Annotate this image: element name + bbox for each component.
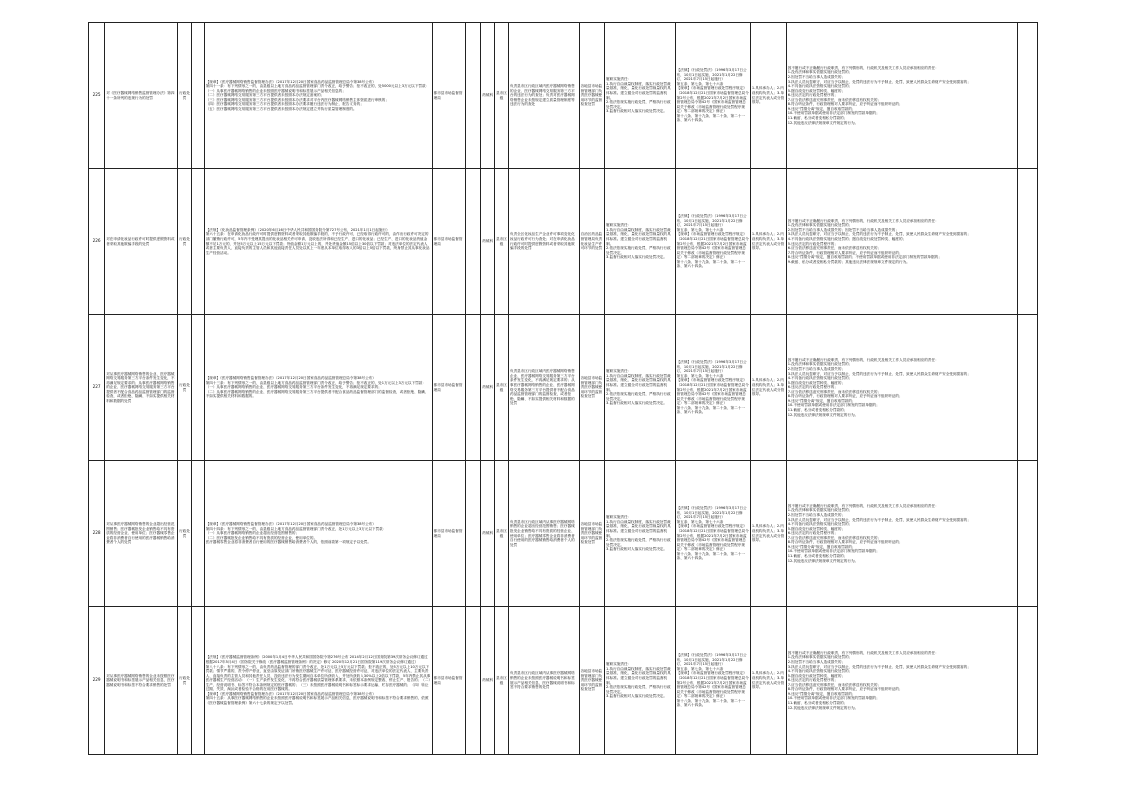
accountability-items-line: 因不履行或不正确履行行政职责，有下列情形的，行政机关及相关工作人员应承担相应的责任： — [787, 503, 939, 508]
law-basis-line: 【法律】《行政处罚法》（1996年3月17日公布，10月1日起实施，2021年1月22日修订，2021年7月15日起施行） — [676, 506, 747, 520]
blank-cell — [191, 461, 204, 607]
accountability-items-line: 1.没有法律和事实依据实施行政处罚的； — [787, 70, 853, 75]
item-name: 对在申请化妆品行政许可时提供虚假资料或者采取其他欺骗手段的处罚 — [105, 169, 178, 315]
blank-cell — [466, 169, 481, 315]
legal-basis-line: （二）医疗器械网络交易服务第三方平台提供者未按照本办法规定备案的； — [205, 93, 325, 98]
accountability-items-line: 12.其他违反法律法规规章文件规定的行为。 — [787, 120, 859, 125]
duty-items-line: 履职实施责任： — [606, 223, 632, 228]
law-basis-line: 【法律】《行政处罚法》（1996年3月17日公布，10月1日起实施，2021年1月22日修订，2021年7月15日起施行） — [676, 214, 747, 228]
accountability-items-line: 11.截留、私分或者变相私分罚款的； — [787, 700, 848, 705]
accountability-items-line: 12.其他违反法律法规规章文件规定的行为。 — [787, 412, 859, 417]
accountability-items-line: 5.擅自改变行政处罚种类、幅度的； — [787, 88, 846, 93]
accountability-items-line: 12.其他违反法律法规规章文件规定的行为。 — [787, 705, 859, 710]
duty-items-line: 2.依法依规实施行政处罚，严格执行行政处罚决定。 — [606, 392, 671, 401]
implementing-dept: 都市县市场监督管理局 — [432, 169, 466, 315]
entrusted-note: 各地县市场监督管理部门负责医疗器械使用环节的监督检查处罚 — [579, 315, 604, 461]
legal-basis-line: 第四十五条：从事医疗器械网络销售的企业未按照医疗器械说明书和标签展示产品相关信息，医疗器械说明书和标签不符合要求销售的，依照《医疗器械监督管理条例》第六十七条的规定予以处罚。 — [205, 696, 429, 705]
accountability-items-line: 10.不使用罚款单据或使用非法定部门制发的罚款单据的； — [787, 696, 880, 701]
accountability-items-line: 12.其他违反法律法规规章文件规定的行为。 — [787, 558, 859, 563]
law-basis-line: 【法律】《行政处罚法》（1996年3月17日公布，10月1日起实施，2021年1月22日修订，2021年7月15日起施行） — [676, 653, 747, 667]
law-basis-line: 第五条、第七条、第七十六条 — [676, 519, 724, 524]
responsible-persons: 1.具体承办人；2.内设机构负责人；3.单位法定代表人或分管领导。 — [750, 461, 786, 607]
legal-basis-line: （一）从事医疗器械网络销售的企业未按照医疗器械说明书和标签展示产品相关信息的； — [205, 88, 346, 93]
implementing-dept: 都市县市场监督管理局 — [432, 23, 466, 169]
implementing-dept: 都市县市场监督管理局 — [432, 461, 466, 607]
duty-items-line: 履职实施责任： — [606, 662, 632, 667]
accountability-items-line: 6.违反法定的行政处罚程序的； — [787, 531, 838, 536]
law-basis-line: 第十八条、第十九条、第二十条、第二十一条、第六十四条。 — [676, 113, 745, 123]
admin-level: 县市区级 — [495, 23, 509, 169]
table-row — [89, 461, 1038, 607]
power-list-table — [88, 22, 1038, 755]
accountability-items-line: 8.符合听证条件，行政管理相对人要求听证，应予听证而不组织听证的； — [787, 102, 903, 107]
remark-cell — [1018, 607, 1038, 755]
duty-items-line: 2.依法依规实施行政处罚，严格执行行政处罚决定。 — [606, 100, 671, 109]
item-name: 对从事医疗器械网络销售的企业超出经营范围销售；医疗器械批发企业销售给不具有资质的经营企业、使用单位；医疗器械零售企业将非消费者自行使用的医疗器械销售给消费者个人的处罚 — [105, 461, 178, 607]
accountability-items-line: 5.擅自改变行政处罚种类、幅度的； — [787, 673, 846, 678]
legal-basis-line: （一）从事医疗器械网络销售的企业、医疗器械网络交易服务第三方平台条件发生变化，不再满足规定要求的； — [205, 385, 382, 390]
legal-basis-line: （二）医疗器械批发企业销售给不具有资质的经营企业、使用单位的。 — [205, 535, 318, 540]
accountability-items-line: 2.因处罚不当给当事人造成损失的； — [787, 513, 846, 518]
item-category: 行政处罚 — [178, 461, 192, 607]
row-index: 227 — [89, 315, 105, 461]
duty-items-line: 2.依法依规实施行政处罚，严格执行行政处罚决定。 — [606, 538, 671, 547]
row-index: 228 — [89, 461, 105, 607]
remark-cell — [1018, 315, 1038, 461]
remark-cell — [1018, 23, 1038, 169]
admin-level: 县市区级 — [495, 607, 509, 755]
entrusted-note: 自治区药品监督管理局负责化妆品生产许可环节的处罚 — [579, 169, 604, 315]
legal-basis-line: （五）医疗器械网络交易服务第三方平台提供者未按照本办法规定建立并执行质量管理制度的。 — [205, 106, 357, 111]
law-basis-line: 【规章】《市场监督管理行政处罚程序规定》（2018年12月21日国家市场监督管理总局令第2号公布，根据2021年7月2日国家市场监督管理总局令第42号《国家市场监督管理总局关于修改〈市场监督管理行政处罚程序规定〉等二部规章的决定》修正） — [676, 671, 749, 699]
remark-cell — [1018, 461, 1038, 607]
duty-items-line: 3.监督行政相对人落实行政处罚决定。 — [606, 401, 667, 406]
accountability-items-line: 4.不具备行政执法资格实施行政处罚的； — [787, 669, 853, 674]
duty-items-line: 3.监督行政相对人落实行政处罚决定。 — [606, 547, 667, 552]
duty-items — [605, 461, 676, 607]
accountability-items-line: 因不履行或不正确履行行政职责，有下列情形的，行政机关及相关工作人员应承担相应的责任： — [787, 357, 939, 362]
law-basis-line: 第五条、第七条、第七十六条 — [676, 666, 724, 671]
law-basis-line: 第十八条、第十九条、第二十条、第二十一条、第六十四条。 — [676, 405, 745, 415]
accountability-items-line: 9.违反"罚缴分离"规定，擅自收取罚款的； — [787, 106, 856, 111]
duty-items-line: 3.监督行政相对人落实行政处罚决定。 — [606, 109, 667, 114]
blank-cell — [466, 23, 481, 169]
legal-basis-line: （四）医疗器械网络交易服务第三方平台提供者未按照本办法要求履行违法行为制止、报告义务的； — [205, 102, 364, 107]
implementing-dept: 都市县市场监督管理局 — [432, 315, 466, 461]
duty-items — [605, 169, 676, 315]
responsible-section: 药械科 — [481, 315, 495, 461]
accountability-items-line: 11.截留、私分或者变相私分罚款的； — [787, 115, 848, 120]
responsible-section: 药械科 — [481, 461, 495, 607]
accountability-items-line: 3.执法人员玩忽职守，对应当予以制止、处罚的违法行为不予制止、处罚，致使人民群众生命财产安全受到损害的； — [787, 517, 971, 522]
duty-description: 负责县市区行政区域内从事医疗器械网络销售的企业超出经营范围销售；医疗器械批发企业销售给不具有资质的经营企业、使用单位；医疗器械零售企业将非消费者自行使用的医疗器械销售给消费者个人的处罚 — [509, 461, 580, 607]
accountability-items-line: 9.违反"罚缴分离"规定，擅自收取罚款的； — [787, 544, 856, 549]
accountability-items-line: 3.执法人员玩忽职守，对应当予以制止、处罚的违法行为不予制止、处罚，致使人民群众生命财产安全受到损害的； — [787, 232, 971, 237]
legal-basis-line: 第六十五条：在申请化妆品行政许可时提供虚假资料或者采取其他欺骗手段的，不予行政许可，已经取得行政许可的，由作出行政许可决定的部门撤销行政许可，5年内不受理其提出的化妆品相关许可申请，没收违法所得和已经生产、进口的化妆品；已经生产、进口的化妆品货值金额不足1万元的，并处5万元以上15万元以下罚款；货值金额1万元以上的，并处货值金额15倍以上30倍以下罚款；对违法单位的法定代表人或者主要负责人、直接负责的主管人员和其他直接责任人员处以其上一年度从本单位取得收入的3倍以上5倍以下罚款，终身禁止其从事化妆品生产经营活动。 — [205, 232, 430, 255]
legal-basis-line: 第四十三条：有下列情形之一的，由县级以上地方食品药品监督管理部门责令改正，给予警告；拒不改正的，处1万元以上3万元以下罚款： — [205, 380, 426, 385]
duty-items — [605, 23, 676, 169]
accountability-items-line: 5.擅自改变行政处罚种类、幅度的； — [787, 526, 846, 531]
admin-level: 县市区级 — [495, 315, 509, 461]
law-basis-line: 第五条、第七条、第七十六条 — [676, 373, 724, 378]
law-basis — [675, 315, 750, 461]
accountability-items-line: 11.截留、私分或者变相私分罚款的； — [787, 553, 848, 558]
accountability-items-line: 11.截留、私分或者变相私分罚款的； — [787, 407, 848, 412]
accountability-items-line: 7.应当依法移送追究刑事责任，而未依法移送有权机关的； — [787, 535, 882, 540]
accountability-items-line: 3.执法人员玩忽职守，对应当予以制止、处罚的违法行为不予制止、处罚，致使人民群众生命财产安全受到损害的； — [787, 79, 971, 84]
accountability-items-line: 6.应当依法移送追究刑事责任，而未依法移送有权机关的； — [787, 246, 882, 251]
table-row — [89, 315, 1038, 461]
accountability-items-line: 6.违反法定的行政处罚程序的； — [787, 93, 838, 98]
table-row — [89, 169, 1038, 315]
law-basis — [675, 607, 750, 755]
accountability-items-line: 8.符合听证条件，行政管理相对人要求听证，应予听证而不组织听证的； — [787, 687, 903, 692]
accountability-items-line: 9.违反"罚缴分离"规定，擅自收取罚款的； — [787, 398, 856, 403]
legal-basis-line: （一）从事医疗器械网络销售的企业超出经营范围销售的； — [205, 531, 300, 536]
duty-items — [605, 607, 676, 755]
blank-cell — [191, 169, 204, 315]
law-basis — [675, 461, 750, 607]
law-basis-line: 第十八条、第十九条、第二十条、第二十一条、第六十四条。 — [676, 551, 745, 561]
accountability-items-line: 10.不使用罚款单据或使用非法定部门制发的罚款单据的； — [787, 403, 880, 408]
item-name: 对从事医疗器械网络销售的企业未按照医疗器械说明书和标签展示产品相关信息，医疗器械说明书和标签不符合要求销售的处罚 — [105, 607, 178, 755]
law-basis-line: 【规章】《市场监督管理行政处罚程序规定》（2018年12月21日国家市场监督管理总局令第2号公布，根据2021年7月2日国家市场监督管理总局令第42号《国家市场监督管理总局关于修改〈市场监督管理行政处罚程序规定〉等二部规章的决定》修正） — [676, 232, 749, 260]
duty-items-line: 1.执行自由裁量权制度，落实行政处罚裁量基准，细化、量化行政处罚裁量权的具体标准。建立健全对行政处罚的监督机制。 — [606, 81, 671, 100]
accountability-items-line: 10.不使用罚款单据或使用非法定部门制发的罚款单据的； — [787, 549, 880, 554]
duty-items-line: 1.执行自由裁量权制度，落实行政处罚裁量基准，细化、量化行政处罚裁量权的具体标准。建立健全对行政处罚的监督机制。 — [606, 373, 671, 392]
accountability-items-line: 1.没有法律和事实依据实施行政处罚的； — [787, 223, 853, 228]
law-basis — [675, 23, 750, 169]
duty-items-line: 1.执行自由裁量权制度，落实行政处罚裁量基准，细化、量化行政处罚裁量权的具体标准。建立健全对行政处罚的监督机制。 — [606, 227, 671, 246]
table-row — [89, 607, 1038, 755]
entrusted-note: 各地县市场监督管理部门负责医疗器械使用环节的监督检查处罚 — [579, 23, 604, 169]
accountability-items-line: 9.截留、私分或者变相私分罚款的；其他违反法律法规规章文件规定的行为。 — [787, 259, 910, 264]
law-basis-line: 第五条、第七条、第七十六条 — [676, 81, 724, 86]
admin-level: 县市区级 — [495, 169, 509, 315]
duty-items-line: 3.监督行政相对人落实行政处罚决定。 — [606, 694, 667, 699]
blank-cell — [191, 315, 204, 461]
item-name: 对《医疗器械网络销售监督管理办法》第四十一条所列的违规行为的处罚 — [105, 23, 178, 169]
legal-basis-line: （二）从事医疗器械网络销售的企业、医疗器械网络交易服务第三方平台提供者不配合食品药品监督管理部门的监督检查，或者拒绝、隐瞒、不如实提供相关材料和数据的。 — [205, 389, 429, 399]
duty-items-line: 履职实施责任： — [606, 369, 632, 374]
accountability-items-line: 7.应当依法移送追究刑事责任，而未依法移送有权机关的； — [787, 97, 882, 102]
responsible-persons: 1.具体承办人；2.内设机构负责人；3.单位法定代表人或分管领导。 — [750, 607, 786, 755]
accountability-items-line: 5.违反法定的行政处罚程序的； — [787, 241, 838, 246]
law-basis-line: 第十八条、第十九条、第二十条、第二十一条、第六十四条。 — [676, 259, 745, 269]
legal-basis — [204, 169, 432, 315]
entrusted-note: 各地县市场监督管理部门负责医疗器械使用环节的监督检查处罚 — [579, 607, 604, 755]
duty-description: 负责县市区行政区域内医疗器械网络销售的企业、医疗器械网络交易服务第三方平台的违法行为的查处；负责对医疗器械网络销售企业未按规定建立质量管理制度等违法行为的查处 — [509, 23, 580, 169]
law-basis-line: 【规章】《市场监督管理行政处罚程序规定》（2018年12月21日国家市场监督管理总局令第2号公布，根据2021年7月2日国家市场监督管理总局令第42号《国家市场监督管理总局关于修改〈市场监督管理行政处罚程序规定〉等二部规章的决定》修正） — [676, 86, 749, 114]
accountability-items — [786, 315, 1017, 461]
accountability-items-line: 7.应当依法移送追究刑事责任，而未依法移送有权机关的； — [787, 389, 882, 394]
responsible-section: 药械科 — [481, 169, 495, 315]
accountability-items-line: 7.符合听证条件，行政管理相对人要求听证，应予听证而不组织听证的； — [787, 250, 903, 255]
blank-cell — [191, 607, 204, 755]
legal-basis — [204, 23, 432, 169]
row-index: 225 — [89, 23, 105, 169]
duty-items-line: 履职实施责任： — [606, 77, 632, 82]
accountability-items-line: 3.执法人员玩忽职守，对应当予以制止、处罚的违法行为不予制止、处罚，致使人民群众生命财产安全受到损害的； — [787, 664, 971, 669]
duty-items-line: 1.执行自由裁量权制度，落实行政处罚裁量基准，细化、量化行政处罚裁量权的具体标准。建立健全对行政处罚的监督机制。 — [606, 519, 671, 538]
legal-basis-line: 医疗器械零售企业将非消费者自行使用的医疗器械销售给消费者个人的，依照前款第一项规定予以处罚。 — [205, 540, 371, 545]
responsible-section: 药械科 — [481, 607, 495, 755]
row-index: 226 — [89, 169, 105, 315]
admin-level: 县市区级 — [495, 461, 509, 607]
accountability-items-line: 因不履行或不正确履行行政职责，有下列情形的，行政机关及相关工作人员应承担相应的责任： — [787, 65, 939, 70]
law-basis-line: 【规章】《市场监督管理行政处罚程序规定》（2018年12月21日国家市场监督管理总局令第2号公布，根据2021年7月2日国家市场监督管理总局令第42号《国家市场监督管理总局关于修改〈市场监督管理行政处罚程序规定〉等二部规章的决定》修正） — [676, 524, 749, 552]
accountability-items-line: 因不履行或不正确履行行政职责，有下列情形的，行政机关及相关工作人员应承担相应的责任： — [787, 650, 939, 655]
law-basis-line: 【规章】《市场监督管理行政处罚程序规定》（2018年12月21日国家市场监督管理总局令第2号公布，根据2021年7月2日国家市场监督管理总局令第42号《国家市场监督管理总局关于修改〈市场监督管理行政处罚程序规定〉等二部规章的决定》修正） — [676, 378, 749, 406]
blank-cell — [466, 461, 481, 607]
table-body — [89, 23, 1038, 755]
legal-basis-line: 【规章】《医疗器械网络销售监督管理办法》（2017年12月20日国家食品药品监督管理总局令第38号公布） — [205, 691, 376, 696]
duty-description: 负责县市区行政区域内从事医疗器械网络销售的企业未按照医疗器械说明书和标签展示产品相关信息，医疗器械说明书和标签不符合要求销售的处罚 — [509, 607, 580, 755]
accountability-items-line: 8.违反"罚缴分离"规定，擅自收取罚款的；不使用罚款单据或使用非法定部门制发的罚款单据的； — [787, 255, 942, 260]
accountability-items-line: 1.没有法律和事实依据实施行政处罚的； — [787, 362, 853, 367]
responsible-persons: 1.具体承办人；2.内设机构负责人；3.单位法定代表人或分管领导。 — [750, 23, 786, 169]
accountability-items — [786, 461, 1017, 607]
accountability-items-line: 2.因处罚不当给当事人造成损失的； — [787, 660, 846, 665]
legal-basis-line: 【规章】《医疗器械网络销售监督管理办法》（2017年12月20日国家食品药品监督管理总局令第38号公布） — [205, 79, 376, 84]
accountability-items-line: 4.不具备行政执法资格实施行政处罚的； — [787, 522, 853, 527]
accountability-items-line: 7.应当依法移送追究刑事责任，而未依法移送有权机关的； — [787, 682, 882, 687]
accountability-items-line: 因不履行或不正确履行行政职责，有下列情形的，行政机关及相关工作人员应承担相应的责任： — [787, 218, 939, 223]
accountability-items-line: 1.没有法律和事实依据实施行政处罚的； — [787, 655, 853, 660]
responsible-persons: 1.具体承办人；2.内设机构负责人；3.单位法定代表人或分管领导。 — [750, 315, 786, 461]
accountability-items-line: 1.没有法律和事实依据实施行政处罚的； — [787, 508, 853, 513]
legal-basis-line: 第八十八条：有下列情形之一的，由负责药品监督管理的部门责令改正，处1万元以上5万元以下罚款；拒不改正的，处5万元以上10万元以下罚款；情节严重的，责令停产停业，直至由原发证部门吊销医疗器械生产许可证、医疗器械经营许可证，对违法单位的法定代表人、主要负责人、直接负责的主管人员和其他责任人员，没收违法行为发生期间自本单位所获收入，并处所获收入30%以上2倍以下罚款，5年内禁止其从事医疗器械生产经营活动：（一）生产条件发生变化、不再符合医疗器械质量管理体系要求，未依照本条例规定整改、停止生产、报告的；（二）生产、经营说明书、标签不符合本条例规定的医疗器械的；（三）未按照医疗器械说明书和标签标示要求运输、贮存医疗器械的；（四）转让过期、失效、淘汰或者检验不合格的在用医疗器械的。 — [205, 664, 431, 692]
accountability-items — [786, 169, 1017, 315]
duty-description: 负责县市区行政区域内医疗器械网络销售企业、医疗器械网络交易服务第三方平台条件发生变化，不再满足规定要求的；从事医疗器械网络销售的企业、医疗器械网络交易服务第三方平台提供者不配合食品药品监督管理部门的监督检查，或者拒绝、隐瞒、不如实提供相关材料和数据的处罚 — [509, 315, 580, 461]
accountability-items-line: 5.擅自改变行政处罚种类、幅度的； — [787, 380, 846, 385]
legal-basis-line: 【规章】《医疗器械网络销售监督管理办法》（2017年12月20日国家食品药品监督管理总局令第38号公布） — [205, 376, 376, 381]
item-category: 行政处罚 — [178, 607, 192, 755]
law-basis-line: 第五条、第七条、第七十六条 — [676, 227, 724, 232]
accountability-items-line: 6.违反法定的行政处罚程序的； — [787, 678, 838, 683]
document-page — [88, 22, 1038, 755]
legal-basis-line: 第四十一条：有下列情形之一的，由县级以上地方食品药品监督管理部门责令改正，给予警告；拒不改正的，处5000元以上3万元以下罚款： — [205, 84, 430, 89]
remark-cell — [1018, 169, 1038, 315]
duty-items-line: 2.依法依规实施行政处罚，严格执行行政处罚决定。 — [606, 246, 671, 255]
item-category: 行政处罚 — [178, 315, 192, 461]
legal-basis-line: 【法规】《化妆品监督管理条例》（2020年6月16日中华人民共和国国务院令第727号公布，2021年1月1日起施行） — [205, 227, 390, 232]
entrusted-note: 各地县市场监督管理部门负责医疗器械使用环节的监督检查处罚 — [579, 461, 604, 607]
item-name: 对从事医疗器械网络销售的企业、医疗器械网络交易服务第三方平台条件发生变化，不再满足规定要求的；从事医疗器械网络销售的企业、医疗器械网络交易服务第三方平台提供者不配合食品药品监督管理部门的监督检查，或者拒绝、隐瞒、不如实提供相关材料和数据的处罚 — [105, 315, 178, 461]
blank-cell — [466, 607, 481, 755]
accountability-items-line: 4.不具备行政执法资格实施行政处罚的；擅自改变行政处罚种类、幅度的； — [787, 236, 907, 241]
blank-cell — [466, 315, 481, 461]
accountability-items-line: 2.因处罚不当给当事人造成损失的；因处罚不当给当事人造成损失的； — [787, 227, 899, 232]
accountability-items-line: 9.违反"罚缴分离"规定，擅自收取罚款的； — [787, 691, 856, 696]
accountability-items-line: 2.因处罚不当给当事人造成损失的； — [787, 75, 846, 80]
accountability-items-line: 6.违反法定的行政处罚程序的； — [787, 385, 838, 390]
accountability-items — [786, 607, 1017, 755]
accountability-items-line: 3.执法人员玩忽职守，对应当予以制止、处罚的违法行为不予制止、处罚，致使人民群众生命财产安全受到损害的； — [787, 371, 971, 376]
table-row — [89, 23, 1038, 169]
duty-items — [605, 315, 676, 461]
row-index: 229 — [89, 607, 105, 755]
duty-items-line: 3.监督行政相对人落实行政处罚决定。 — [606, 255, 667, 260]
implementing-dept: 都市县市场监督管理局 — [432, 607, 466, 755]
legal-basis-line: 【法规】《医疗器械监督管理条例》（2000年1月4日中华人民共和国国务院令第276号公布 2014年2月12日国务院第39次常务会议修订通过 根据2017年5月4日《国务院关于修改〈医疗器械监督管理条例〉的决定》修订 2020年12月21日国务院第119次常务会议修订通过） — [205, 655, 428, 665]
duty-items-line: 履职实施责任： — [606, 515, 632, 520]
legal-basis — [204, 461, 432, 607]
item-category: 行政处罚 — [178, 23, 192, 169]
responsible-section: 药械科 — [481, 23, 495, 169]
legal-basis — [204, 315, 432, 461]
law-basis-line: 【法律】《行政处罚法》（1996年3月17日公布，10月1日起实施，2021年1月22日修订，2021年7月15日起施行） — [676, 360, 747, 374]
accountability-items-line: 10.不使用罚款单据或使用非法定部门制发的罚款单据的； — [787, 111, 880, 116]
item-category: 行政处罚 — [178, 169, 192, 315]
blank-cell — [191, 23, 204, 169]
legal-basis-line: （三）医疗器械网络交易服务第三方平台提供者未按照本办法要求对平台内医疗器械网络销售主体资质进行审核的； — [205, 97, 389, 102]
accountability-items-line: 2.因处罚不当给当事人造成损失的； — [787, 367, 846, 372]
duty-items-line: 2.依法依规实施行政处罚，严格执行行政处罚决定。 — [606, 685, 671, 694]
duty-description: 负责全区化妆品生产企业许可事项变化化妆品行政许可行为查处；对在申请化妆品行政许可时提供虚假资料或者采取其他欺骗手段的处罚 — [509, 169, 580, 315]
legal-basis — [204, 607, 432, 755]
accountability-items — [786, 23, 1017, 169]
accountability-items-line: 4.不具备行政执法资格实施行政处罚的； — [787, 84, 853, 89]
legal-basis-line: 【规章】《医疗器械网络销售监督管理办法》（2017年12月20日国家食品药品监督管理总局令第38号公布） — [205, 522, 376, 527]
responsible-persons: 1.具体承办人；2.内设机构负责人；3.单位法定代表人或分管领导。 — [750, 169, 786, 315]
law-basis-line: 第十八条、第十九条、第二十条、第二十一条、第六十四条。 — [676, 698, 745, 708]
accountability-items-line: 8.符合听证条件，行政管理相对人要求听证，应予听证而不组织听证的； — [787, 394, 903, 399]
law-basis-line: 【法律】《行政处罚法》（1996年3月17日公布，10月1日起实施，2021年1月22日修订，2021年7月15日起施行） — [676, 68, 747, 82]
accountability-items-line: 8.符合听证条件，行政管理相对人要求听证，应予听证而不组织听证的； — [787, 540, 903, 545]
legal-basis-line: 第四十四条：有下列情形之一的，由县级以上地方食品药品监督管理部门责令改正，处1万元以上3万元以下罚款： — [205, 526, 387, 531]
law-basis — [675, 169, 750, 315]
duty-items-line: 1.执行自由裁量权制度，落实行政处罚裁量基准，细化、量化行政处罚裁量权的具体标准。建立健全对行政处罚的监督机制。 — [606, 666, 671, 685]
accountability-items-line: 4.不具备行政执法资格实施行政处罚的； — [787, 376, 853, 381]
